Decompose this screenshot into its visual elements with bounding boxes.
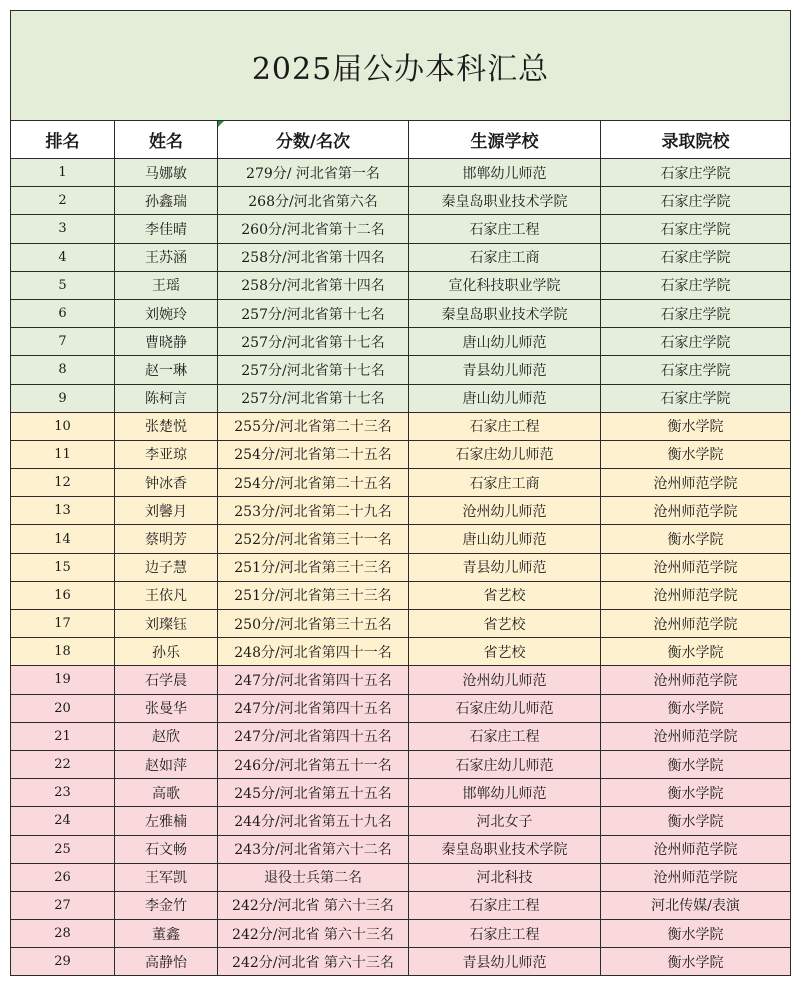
- table-row: [11, 807, 791, 835]
- score-cell[interactable]: 253分/河北省第二十九名: [218, 497, 409, 525]
- table-row: [11, 215, 791, 243]
- score-cell[interactable]: 279分/ 河北省第一名: [218, 159, 409, 187]
- admitted-school-cell[interactable]: 石家庄学院: [601, 271, 791, 299]
- name-cell[interactable]: 蔡明芳: [115, 525, 218, 553]
- score-cell[interactable]: 246分/河北省第五十一名: [218, 750, 409, 778]
- table-row: [11, 299, 791, 327]
- table-row: [11, 553, 791, 581]
- admitted-school-cell[interactable]: 衡水学院: [601, 694, 791, 722]
- summary-sheet: [10, 10, 790, 976]
- score-cell[interactable]: 268分/河北省第六名: [218, 187, 409, 215]
- source-school-cell[interactable]: 石家庄工程: [409, 920, 601, 948]
- score-cell[interactable]: 247分/河北省第四十五名: [218, 666, 409, 694]
- name-cell[interactable]: 钟冰香: [115, 469, 218, 497]
- table-row: [11, 666, 791, 694]
- score-cell[interactable]: 退役士兵第二名: [218, 863, 409, 891]
- admitted-school-cell[interactable]: 石家庄学院: [601, 215, 791, 243]
- sheet-title: 2025届公办本科汇总: [11, 11, 791, 121]
- admitted-school-cell[interactable]: 石家庄学院: [601, 243, 791, 271]
- name-cell[interactable]: 王瑶: [115, 271, 218, 299]
- table-row: [11, 891, 791, 919]
- rank-cell[interactable]: 14: [11, 525, 115, 553]
- table-row: [11, 779, 791, 807]
- source-school-cell[interactable]: 河北科技: [409, 863, 601, 891]
- rank-cell[interactable]: 21: [11, 722, 115, 750]
- rank-cell[interactable]: 10: [11, 412, 115, 440]
- rank-cell[interactable]: 13: [11, 497, 115, 525]
- score-cell[interactable]: 251分/河北省第三十三名: [218, 581, 409, 609]
- table-row: [11, 525, 791, 553]
- table-row: [11, 638, 791, 666]
- source-school-cell[interactable]: 秦皇岛职业技术学院: [409, 835, 601, 863]
- admitted-school-cell[interactable]: 沧州师范学院: [601, 666, 791, 694]
- admitted-school-cell[interactable]: 沧州师范学院: [601, 722, 791, 750]
- admitted-school-cell[interactable]: 衡水学院: [601, 920, 791, 948]
- score-cell[interactable]: 247分/河北省第四十五名: [218, 694, 409, 722]
- source-school-cell[interactable]: 青县幼儿师范: [409, 948, 601, 976]
- table-row: [11, 159, 791, 187]
- header-rank[interactable]: 排名: [11, 121, 115, 159]
- rank-cell[interactable]: 28: [11, 920, 115, 948]
- source-school-cell[interactable]: 石家庄工程: [409, 891, 601, 919]
- admitted-school-cell[interactable]: 沧州师范学院: [601, 581, 791, 609]
- rank-cell[interactable]: 22: [11, 750, 115, 778]
- admitted-school-cell[interactable]: 石家庄学院: [601, 187, 791, 215]
- rank-cell[interactable]: 5: [11, 271, 115, 299]
- source-school-cell[interactable]: 唐山幼儿师范: [409, 328, 601, 356]
- table-row: [11, 440, 791, 468]
- rank-cell[interactable]: 4: [11, 243, 115, 271]
- admitted-school-cell[interactable]: 石家庄学院: [601, 159, 791, 187]
- score-cell[interactable]: 252分/河北省第三十一名: [218, 525, 409, 553]
- cell-comment-marker-icon: [218, 121, 224, 127]
- rank-cell[interactable]: 23: [11, 779, 115, 807]
- rank-cell[interactable]: 8: [11, 356, 115, 384]
- source-school-cell[interactable]: 宣化科技职业学院: [409, 271, 601, 299]
- score-cell[interactable]: 257分/河北省第十七名: [218, 328, 409, 356]
- rank-cell[interactable]: 1: [11, 159, 115, 187]
- score-cell[interactable]: 260分/河北省第十二名: [218, 215, 409, 243]
- admitted-school-cell[interactable]: 衡水学院: [601, 638, 791, 666]
- table-row: [11, 271, 791, 299]
- admitted-school-cell[interactable]: 沧州师范学院: [601, 553, 791, 581]
- rank-cell[interactable]: 16: [11, 581, 115, 609]
- source-school-cell[interactable]: 唐山幼儿师范: [409, 384, 601, 412]
- score-cell[interactable]: 257分/河北省第十七名: [218, 299, 409, 327]
- table-row: [11, 694, 791, 722]
- name-cell[interactable]: 赵欣: [115, 722, 218, 750]
- score-cell[interactable]: 244分/河北省第五十九名: [218, 807, 409, 835]
- name-cell[interactable]: 石文畅: [115, 835, 218, 863]
- table-row: [11, 412, 791, 440]
- name-cell[interactable]: 李佳晴: [115, 215, 218, 243]
- name-cell[interactable]: 赵一琳: [115, 356, 218, 384]
- score-cell[interactable]: 254分/河北省第二十五名: [218, 440, 409, 468]
- name-cell[interactable]: 刘璨钰: [115, 610, 218, 638]
- rank-cell[interactable]: 19: [11, 666, 115, 694]
- table-row: [11, 920, 791, 948]
- admitted-school-cell[interactable]: 衡水学院: [601, 779, 791, 807]
- source-school-cell[interactable]: 邯郸幼儿师范: [409, 779, 601, 807]
- score-cell[interactable]: 257分/河北省第十七名: [218, 384, 409, 412]
- source-school-cell[interactable]: 石家庄工商: [409, 243, 601, 271]
- source-school-cell[interactable]: 石家庄幼儿师范: [409, 750, 601, 778]
- source-school-cell[interactable]: 沧州幼儿师范: [409, 497, 601, 525]
- score-cell[interactable]: 257分/河北省第十七名: [218, 356, 409, 384]
- table-row: [11, 356, 791, 384]
- header-source-school[interactable]: 生源学校: [409, 121, 601, 159]
- rank-cell[interactable]: 25: [11, 835, 115, 863]
- name-cell[interactable]: 孙乐: [115, 638, 218, 666]
- admitted-school-cell[interactable]: 衡水学院: [601, 750, 791, 778]
- name-cell[interactable]: 张曼华: [115, 694, 218, 722]
- score-cell[interactable]: 251分/河北省第三十三名: [218, 553, 409, 581]
- admitted-school-cell[interactable]: 衡水学院: [601, 412, 791, 440]
- source-school-cell[interactable]: 石家庄幼儿师范: [409, 440, 601, 468]
- table-row: [11, 863, 791, 891]
- source-school-cell[interactable]: 石家庄工程: [409, 412, 601, 440]
- table-row: [11, 581, 791, 609]
- source-school-cell[interactable]: 河北女子: [409, 807, 601, 835]
- admissions-table: [10, 10, 791, 976]
- name-cell[interactable]: 陈柯言: [115, 384, 218, 412]
- name-cell[interactable]: 石学晨: [115, 666, 218, 694]
- name-cell[interactable]: 高歌: [115, 779, 218, 807]
- name-cell[interactable]: 赵如萍: [115, 750, 218, 778]
- admitted-school-cell[interactable]: 沧州师范学院: [601, 863, 791, 891]
- admitted-school-cell[interactable]: 衡水学院: [601, 948, 791, 976]
- rank-cell[interactable]: 17: [11, 610, 115, 638]
- source-school-cell[interactable]: 石家庄工商: [409, 469, 601, 497]
- score-cell[interactable]: 242分/河北省 第六十三名: [218, 920, 409, 948]
- score-cell[interactable]: 243分/河北省第六十二名: [218, 835, 409, 863]
- score-cell[interactable]: 242分/河北省 第六十三名: [218, 891, 409, 919]
- admitted-school-cell[interactable]: 沧州师范学院: [601, 497, 791, 525]
- source-school-cell[interactable]: 省艺校: [409, 581, 601, 609]
- rank-cell[interactable]: 24: [11, 807, 115, 835]
- name-cell[interactable]: 李亚琼: [115, 440, 218, 468]
- table-row: [11, 187, 791, 215]
- name-cell[interactable]: 张楚悦: [115, 412, 218, 440]
- rank-cell[interactable]: 12: [11, 469, 115, 497]
- source-school-cell[interactable]: 省艺校: [409, 610, 601, 638]
- admitted-school-cell[interactable]: 石家庄学院: [601, 328, 791, 356]
- name-cell[interactable]: 刘婉玲: [115, 299, 218, 327]
- header-score-label: 分数/名次: [275, 132, 351, 152]
- table-row: [11, 722, 791, 750]
- score-cell[interactable]: 250分/河北省第三十五名: [218, 610, 409, 638]
- header-row: [11, 121, 791, 159]
- source-school-cell[interactable]: 邯郸幼儿师范: [409, 159, 601, 187]
- source-school-cell[interactable]: 唐山幼儿师范: [409, 525, 601, 553]
- source-school-cell[interactable]: 石家庄幼儿师范: [409, 694, 601, 722]
- header-name[interactable]: 姓名: [115, 121, 218, 159]
- admitted-school-cell[interactable]: 衡水学院: [601, 807, 791, 835]
- table-body: [11, 159, 791, 976]
- source-school-cell[interactable]: 石家庄工程: [409, 722, 601, 750]
- source-school-cell[interactable]: 省艺校: [409, 638, 601, 666]
- admitted-school-cell[interactable]: 衡水学院: [601, 440, 791, 468]
- name-cell[interactable]: 孙鑫瑞: [115, 187, 218, 215]
- admitted-school-cell[interactable]: 沧州师范学院: [601, 469, 791, 497]
- rank-cell[interactable]: 7: [11, 328, 115, 356]
- rank-cell[interactable]: 26: [11, 863, 115, 891]
- table-row: [11, 948, 791, 976]
- admitted-school-cell[interactable]: 衡水学院: [601, 525, 791, 553]
- name-cell[interactable]: 曹晓静: [115, 328, 218, 356]
- score-cell[interactable]: 248分/河北省第四十一名: [218, 638, 409, 666]
- name-cell[interactable]: 王苏涵: [115, 243, 218, 271]
- score-cell[interactable]: 245分/河北省第五十五名: [218, 779, 409, 807]
- rank-cell[interactable]: 27: [11, 891, 115, 919]
- header-score[interactable]: [218, 121, 409, 159]
- name-cell[interactable]: 李金竹: [115, 891, 218, 919]
- name-cell[interactable]: 董鑫: [115, 920, 218, 948]
- source-school-cell[interactable]: 沧州幼儿师范: [409, 666, 601, 694]
- table-row: [11, 610, 791, 638]
- name-cell[interactable]: 王军凯: [115, 863, 218, 891]
- admitted-school-cell[interactable]: 沧州师范学院: [601, 610, 791, 638]
- source-school-cell[interactable]: 秦皇岛职业技术学院: [409, 299, 601, 327]
- rank-cell[interactable]: 11: [11, 440, 115, 468]
- table-row: [11, 328, 791, 356]
- table-row: [11, 835, 791, 863]
- name-cell[interactable]: 王依凡: [115, 581, 218, 609]
- table-row: [11, 750, 791, 778]
- source-school-cell[interactable]: 青县幼儿师范: [409, 356, 601, 384]
- rank-cell[interactable]: 29: [11, 948, 115, 976]
- rank-cell[interactable]: 15: [11, 553, 115, 581]
- rank-cell[interactable]: 9: [11, 384, 115, 412]
- score-cell[interactable]: 255分/河北省第二十三名: [218, 412, 409, 440]
- score-cell[interactable]: 254分/河北省第二十五名: [218, 469, 409, 497]
- rank-cell[interactable]: 2: [11, 187, 115, 215]
- rank-cell[interactable]: 3: [11, 215, 115, 243]
- rank-cell[interactable]: 18: [11, 638, 115, 666]
- source-school-cell[interactable]: 石家庄工程: [409, 215, 601, 243]
- admitted-school-cell[interactable]: 沧州师范学院: [601, 835, 791, 863]
- table-row: [11, 469, 791, 497]
- name-cell[interactable]: 边子慧: [115, 553, 218, 581]
- rank-cell[interactable]: 20: [11, 694, 115, 722]
- admitted-school-cell[interactable]: 石家庄学院: [601, 384, 791, 412]
- header-admitted-school[interactable]: 录取院校: [601, 121, 791, 159]
- source-school-cell[interactable]: 青县幼儿师范: [409, 553, 601, 581]
- name-cell[interactable]: 高静怡: [115, 948, 218, 976]
- name-cell[interactable]: 刘馨月: [115, 497, 218, 525]
- score-cell[interactable]: 242分/河北省 第六十三名: [218, 948, 409, 976]
- rank-cell[interactable]: 6: [11, 299, 115, 327]
- score-cell[interactable]: 258分/河北省第十四名: [218, 243, 409, 271]
- source-school-cell[interactable]: 秦皇岛职业技术学院: [409, 187, 601, 215]
- admitted-school-cell[interactable]: 石家庄学院: [601, 299, 791, 327]
- score-cell[interactable]: 258分/河北省第十四名: [218, 271, 409, 299]
- admitted-school-cell[interactable]: 河北传媒/表演: [601, 891, 791, 919]
- score-cell[interactable]: 247分/河北省第四十五名: [218, 722, 409, 750]
- table-row: [11, 384, 791, 412]
- name-cell[interactable]: 左雅楠: [115, 807, 218, 835]
- admitted-school-cell[interactable]: 石家庄学院: [601, 356, 791, 384]
- table-row: [11, 243, 791, 271]
- name-cell[interactable]: 马娜敏: [115, 159, 218, 187]
- table-row: [11, 497, 791, 525]
